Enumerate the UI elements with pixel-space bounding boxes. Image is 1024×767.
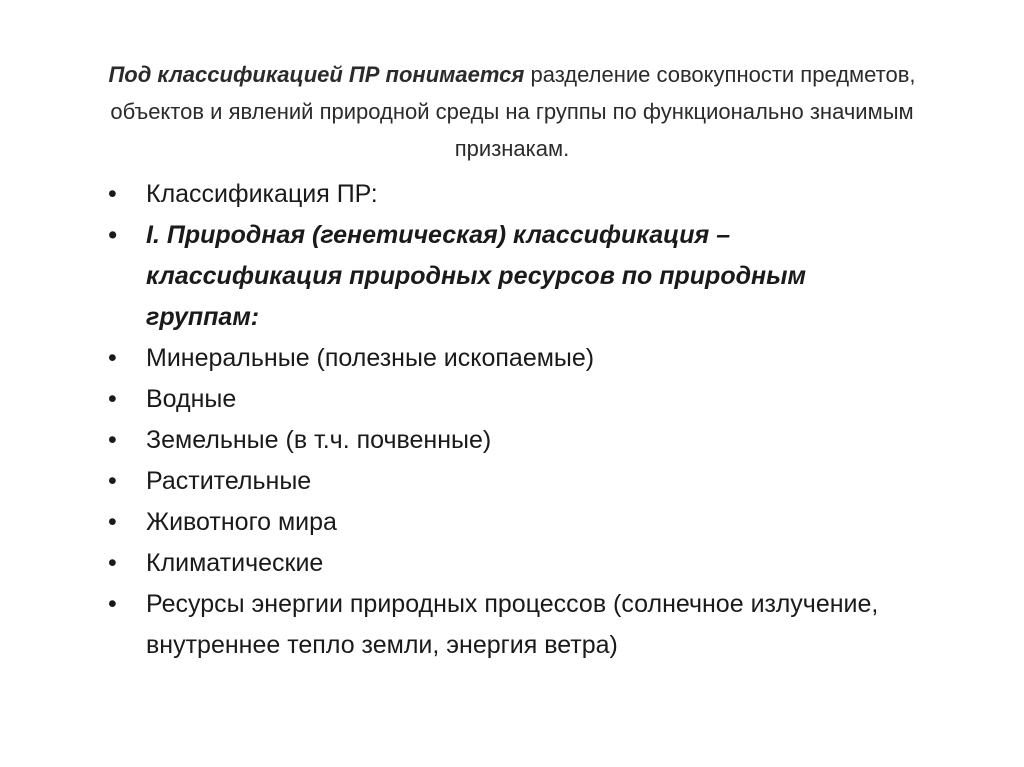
list-item-text: Растительные <box>146 467 312 495</box>
list-item-text: I. Природная (генетическая) классификация – классификация природных ресурсов по природным группам: <box>146 221 806 331</box>
bullet-icon: • <box>108 426 117 454</box>
bullet-icon: • <box>108 344 117 372</box>
list-item-text: Климатические <box>146 549 324 577</box>
classification-list <box>108 174 908 666</box>
bullet-icon: • <box>108 385 117 413</box>
list-item-text: Минеральные (полезные ископаемые) <box>146 344 595 372</box>
list-item-text: Ресурсы энергии природных процессов (солнечное излучение, внутреннее тепло земли, энергия ветра) <box>146 590 879 659</box>
list-item-text: Животного мира <box>146 508 337 536</box>
list-item-text: Водные <box>146 385 237 413</box>
definition-paragraph <box>100 56 924 167</box>
bullet-icon: • <box>108 590 117 618</box>
list-item-text: Классификация ПР: <box>146 180 378 208</box>
list-item <box>108 174 908 215</box>
list-item <box>108 461 908 502</box>
definition-term: Под классификацией ПР понимается <box>108 62 525 87</box>
bullet-icon: • <box>108 508 117 536</box>
list-item <box>108 543 908 584</box>
bullet-icon: • <box>108 467 117 495</box>
list-item-text: Земельные (в т.ч. почвенные) <box>146 426 492 454</box>
list-item <box>108 502 908 543</box>
list-item <box>108 420 908 461</box>
bullet-icon: • <box>108 221 117 249</box>
list-item-heading <box>108 215 908 338</box>
bullet-icon: • <box>108 549 117 577</box>
definition-text: разделение совокупности предметов, объектов и явлений природной среды на группы по функционально значимым признакам. <box>110 62 916 161</box>
list-item <box>108 379 908 420</box>
bullet-icon: • <box>108 180 117 208</box>
list-item <box>108 584 908 666</box>
list-item <box>108 338 908 379</box>
